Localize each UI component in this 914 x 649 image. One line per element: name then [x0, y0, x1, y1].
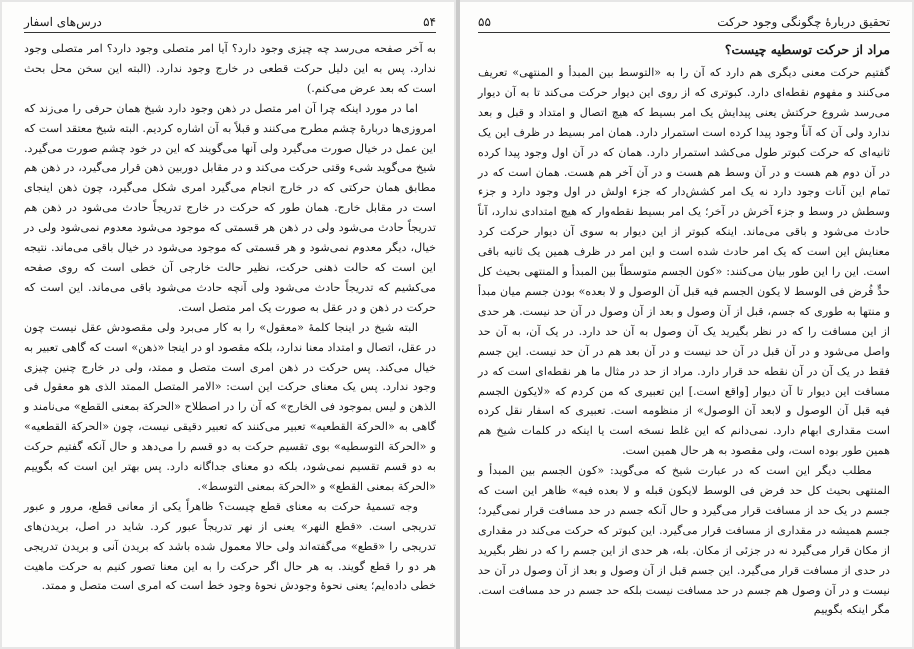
left-page-header	[24, 12, 436, 33]
right-page-number: ۵۵	[478, 15, 491, 29]
left-page-number: ۵۴	[423, 15, 436, 29]
paragraph: مطلب دیگر این است که در عبارت شیخ که می‌گوید: «کون الجسم بین المبدأ و المنتهی بحیث کل حد فرض فی الوسط لایکون قبله و لا بعده فیه» ظاهر این است که جسم در یک حد از مسافت قرار می‌گیرد و حال آنکه جسم در حد مسافت قرار نمی‌گیرد؛ جسم همیشه در مقداری از مسافت قرار می‌گیرد. این کبوتر که حرکت می‌کند در مقداری از مکان قرار می‌گیرد نه در جزئی از مکان. بله، هر حدی از این جسم را که در نظر بگیرید در حدی از مسافت قرار می‌گیرد. این جسم قبل از آن وصول و بعد از آن وصول در آن حد نیست و در آن وصول هم جسم در حد مسافت نیست بلکه حد جسم در حد مسافت است. مگر اینکه بگوییم	[478, 464, 890, 617]
paragraph: البته شیخ در اینجا کلمهٔ «معقول» را به کار می‌برد ولی مقصودش عقل نیست چون در عقل، اتصال و امتداد معنا ندارد، بلکه مقصود او در اینجا «ذهن» است که گاهی تعبیر به خیال می‌کند. پس حرکت در ذهن امری است متصل و ممتد، ولی در خارج چنین چیزی وجود ندارد. پس یک معنای حرکت این است: «الامر المتصل الممتد الذی هو معقول فی الذهن و لیس بموجود فی الخارج» که آن را در اصطلاح «الحرکة بمعنی القطع» می‌نامند و گاهی به «الحرکة القطعیه» تعبیر می‌کنند که تعبیر دقیقی نیست، چون «الحرکة القطعیه» و «الحرکة التوسطیه» بوی تقسیم حرکت به دو قسم را می‌دهد و حال آنکه گفتیم حرکت به دو قسم تقسیم نمی‌شود، بلکه دو معنای جداگانه دارد. پس بهتر این است که بگوییم «الحرکة بمعنی القطع» و «الحرکة بمعنی التوسط».	[24, 320, 436, 493]
paragraph: اما در مورد اینکه چرا آن امر متصل در ذهن وجود دارد شیخ همان حرفی را می‌زند که امروزی‌ها دربارهٔ چشم مطرح می‌کنند و قبلاً به آن اشاره کردیم. البته شیخ معتقد است که این عمل در خیال صورت می‌گیرد ولی آنها می‌گویند که این در خود چشم صورت می‌گیرد. شیخ می‌گوید شیء وقتی حرکت می‌کند و در مقابل دوربین ذهن قرار می‌گیرد، در ذهن هم مطابق همان حرکتی که در خارج انجام می‌گیرد امری شکل می‌گیرد، چون ذهن اینجای است در مقابل خارج. همان طور که حرکت در خارج تدریجاً حادث می‌شود در ذهن هم تدریجاً حادث می‌شود ولی در ذهن هر قسمتی که موجود می‌شود معدوم نمی‌شود ولی در خیال، دیگر معدوم نمی‌شود و هر قسمتی که موجود می‌شود در خیال باقی می‌ماند. نتیجه این است که حالت ذهنی حرکت، نظیر حالت خارجی آن خطی است که روی صفحه می‌کشیم که تدریجاً حادث می‌شود ولی آنچه حادث می‌شود باقی می‌ماند. این است که حرکت در ذهن و در عقل به صورت یک امر متصل است.	[24, 101, 436, 314]
right-page-body	[478, 63, 890, 620]
left-page-body	[24, 39, 436, 596]
right-page-header	[478, 12, 890, 33]
left-page	[2, 2, 454, 647]
right-page	[460, 2, 912, 647]
paragraph: به آخر صفحه می‌رسد چه چیزی وجود دارد؟ آیا امر متصلی وجود دارد؟ امر متصلی وجود ندارد. پس به این دلیل حرکت قطعی در خارج وجود ندارد. (البته این سخن محل بحث است که بعد عرض می‌کنم.)	[24, 42, 436, 95]
paragraph: وجه تسمیهٔ حرکت به معنای قطع چیست؟ ظاهراً یکی از معانی قطع، مرور و عبور تدریجی است. «قطع النهر» یعنی از نهر تدریجاً عبور کرد. شاید در اصل، بریدن‌های تدریجی را «قطع» می‌گفته‌اند ولی حالا معمول شده باشد که بریدن آنی و بریدن تدریجی هر دو را قطع گویند. به هر حال اگر حرکت را به این معنا تصور کنیم به حرکت ماهیت خطی داده‌ایم؛ یعنی نحوهٔ وجودش نحوهٔ وجود خط است که امری است متصل و ممتد.	[24, 499, 436, 593]
paragraph: گفتیم حرکت معنی دیگری هم دارد که آن را به «التوسط بین المبدأ و المنتهی» تعریف می‌کنند و مفهوم نقطه‌ای دارد. کبوتری که از روی این دیوار حرکت می‌کند تا به آن دیوار می‌رسد شروع حرکتش یعنی پیدایش یک امر بسیط که هیچ اتصال و امتداد و قبل و بعد ندارد ولی آن که آناً وجود پیدا کرده است استمرار دارد. همان امر بسیط در ظرف این یک ثانیه‌ای که حرکت کبوتر طول می‌کشد استمرار دارد. همان که در آن اول وجود پیدا کرده در آن دوم هم هست و در آن وسط هم هست و در آن آخر هم هست. همان است که در تمام این آنات وجود دارد نه یک امر کشش‌دار که جزء اولش در اول وجود دارد و جزء وسطش در وسط و جزء آخرش در آخر؛ یک امر بسیط نقطه‌وار که هیچ امتدادی ندارد، آناً حادث می‌شود و باقی می‌ماند. اینکه کبوتر از این دیوار به سوی آن دیوار حرکت کرد معنایش این است که یک امر حادث شده است و این امر در ظرف همین یک ثانیه باقی است. این را این طور بیان می‌کنند: «کون الجسم متوسطاً بین المبدأ و المنتهی بحیث کل حدٍّ فُرض فی الوسط لا یکون الجسم فیه قبل آن الوصول و لا بعده» بودن جسم میان مبدأ و منتها به طوری که جسم، قبل از آن وصول و بعد از آن وصول در آن حد نیست. هر حدی از این مسافت را که در نظر بگیرید یک آن وصول به آن حد دارد. در یک آن، به آن حد واصل می‌شود و در آن قبل در آن حد نیست و در آن بعد هم در آن حد نیست. این جسم فقط در یک آن در آن نقطه حد قرار دارد. مراد از حد در مثال ما هر نقطه‌ای است که در مسافت این دیوار تا آن دیوار [واقع است.] این تعبیری که من کردم که «لایکون الجسم فیه قبل آن الوصول و لابعد آن الوصول» از منظومه است. تعبیری که اسفار نقل کرده است مقداری ابهام دارد. نمی‌دانم که این غلط نسخه است یا اینکه در کلمات شیخ هم همین طور بوده است، ولی مقصود به هر حال همین است.	[478, 66, 890, 458]
left-running-title: درس‌های اسفار	[24, 15, 102, 29]
section-heading: مراد از حرکت توسطیه چیست؟	[724, 42, 890, 57]
right-running-title: تحقیق دربارهٔ چگونگی وجود حرکت	[717, 15, 890, 29]
